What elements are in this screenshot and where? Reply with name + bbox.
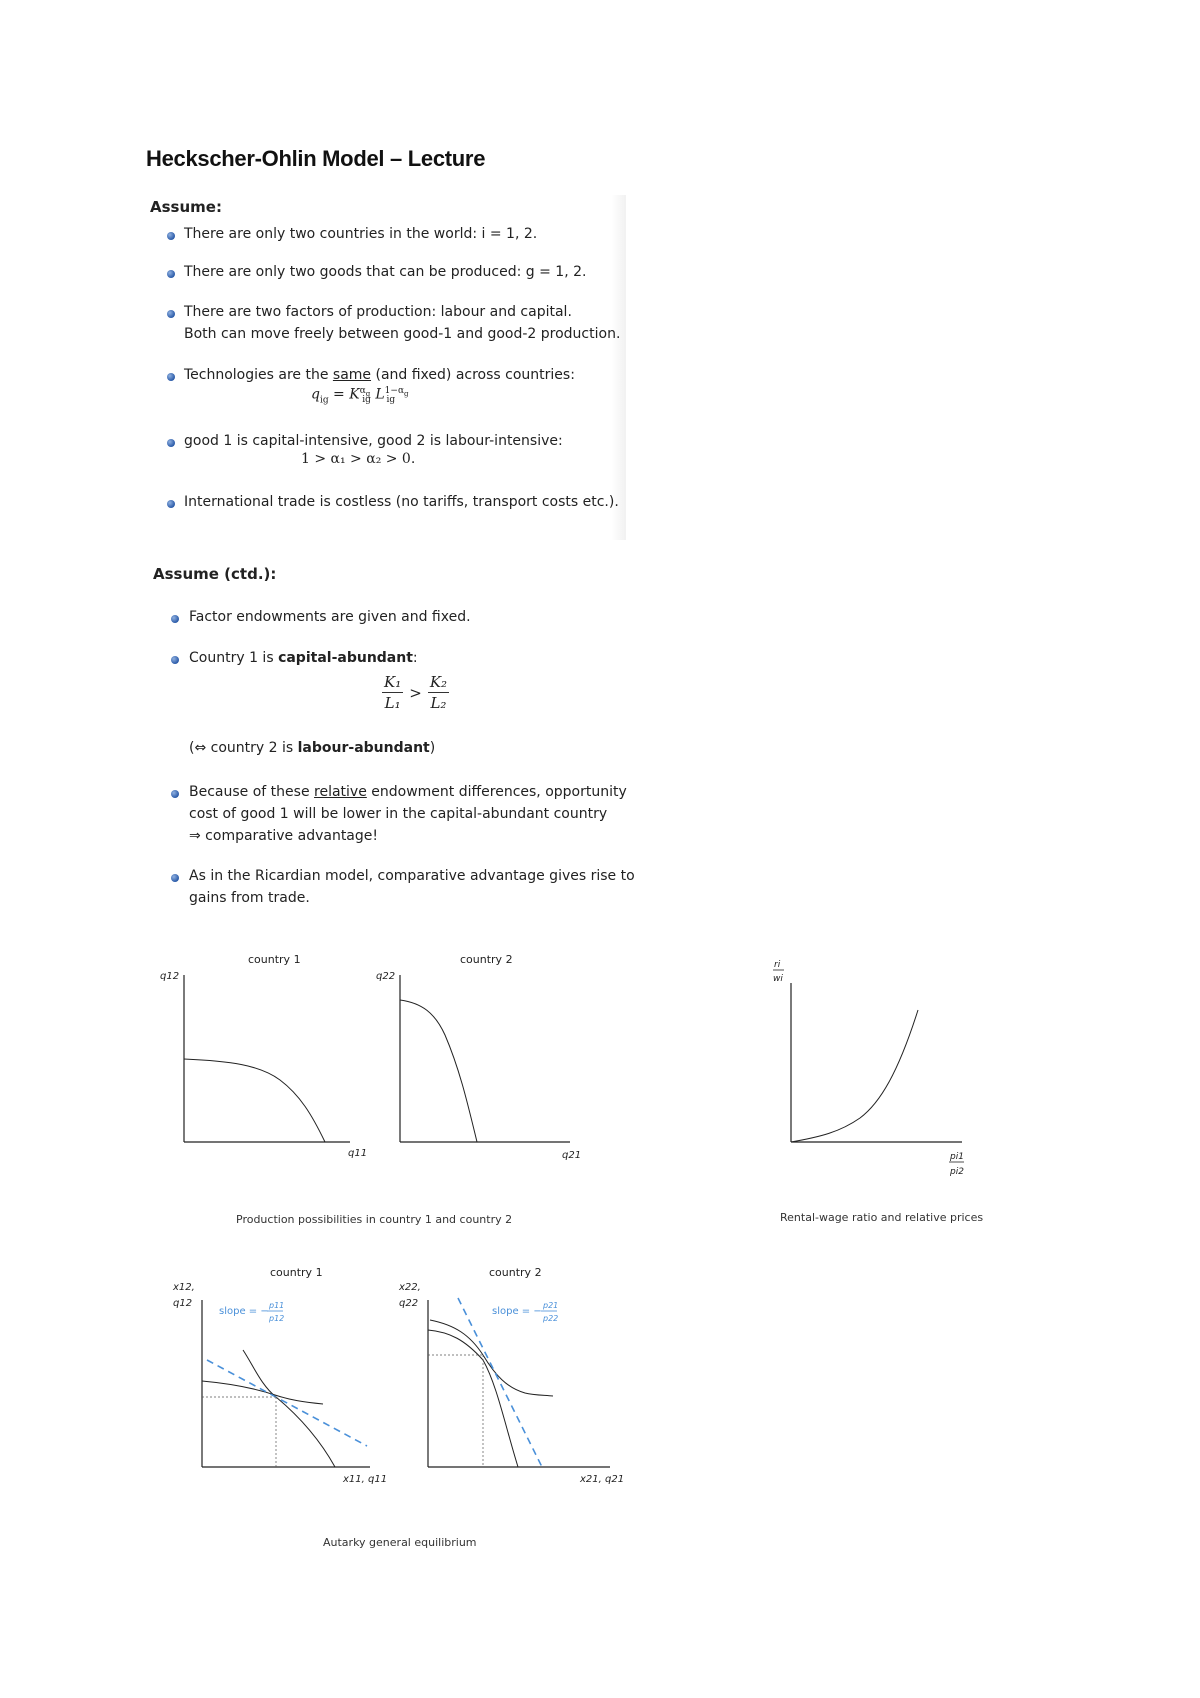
bullet-gains-from-trade: As in the Ricardian model, comparative advantage gives rise to gains from trade. xyxy=(189,868,635,906)
ppf-c2-ylabel: q22 xyxy=(376,971,396,982)
alpha-inequality: 1 > α₁ > α₂ > 0. xyxy=(301,451,416,467)
autarky-figure xyxy=(165,1260,635,1560)
autarky-c1-ylabel-top: x12, xyxy=(173,1282,195,1293)
ppf-figure xyxy=(150,945,610,1235)
ppf-c2-xlabel: q21 xyxy=(562,1150,582,1161)
autarky-c1-price-line xyxy=(207,1360,367,1446)
bullet-endowments: Factor endowments are given and fixed. xyxy=(189,609,471,625)
autarky-c1-slope-num: p11 xyxy=(269,1301,285,1310)
autarky-c2-ylabel-top: x22, xyxy=(399,1282,421,1293)
bullet-capital-abundant: Country 1 is capital-abundant: xyxy=(189,650,418,666)
endowment-ratio-formula: $\frac{\text{K₁}}{\text{L₁}}$ > $\frac{\text{K₂}}{\text{L₂}}$ xyxy=(384,673,448,712)
bullet-icon xyxy=(171,874,179,882)
bullet-goods: There are only two goods that can be produced: g = 1, 2. xyxy=(184,264,587,280)
ppf-c1-ylabel: q12 xyxy=(160,971,180,982)
bullet-factors: There are two factors of production: labour and capital. Both can move freely between good-1 and good-2 production. xyxy=(184,304,621,342)
bullet-icon xyxy=(167,373,175,381)
autarky-c2-ylabel-bottom: q22 xyxy=(399,1298,419,1309)
bullet-icon xyxy=(171,615,179,623)
autarky-country2-title: country 2 xyxy=(489,1266,542,1279)
slide-heading: Assume (ctd.): xyxy=(153,565,277,583)
autarky-c2-slope-den: p22 xyxy=(543,1314,559,1323)
autarky-c2-price-line xyxy=(458,1298,542,1467)
autarky-c2-indifference-curve xyxy=(430,1320,553,1396)
labour-abundant-note: (⇔ country 2 is labour-abundant) xyxy=(189,740,436,756)
ppf-country2-title: country 2 xyxy=(460,953,513,966)
ppf-country1-title: country 1 xyxy=(248,953,301,966)
ppf-c2-curve xyxy=(400,1000,477,1142)
autarky-c2-xlabel: x21, q21 xyxy=(580,1474,625,1485)
bullet-countries: There are only two countries in the world: i = 1, 2. xyxy=(184,226,538,242)
bullet-icon xyxy=(167,500,175,508)
autarky-c2-ppf xyxy=(428,1330,518,1467)
rental-wage-figure xyxy=(770,955,990,1235)
slide-heading: Assume: xyxy=(150,198,222,216)
autarky-caption: Autarky general equilibrium xyxy=(323,1536,477,1549)
bullet-intensity: good 1 is capital-intensive, good 2 is labour-intensive: xyxy=(184,433,563,449)
autarky-c1-indifference-curve xyxy=(202,1381,323,1404)
bullet-technologies: Technologies are the same (and fixed) across countries: xyxy=(184,367,575,383)
autarky-c1-ppf xyxy=(243,1350,335,1467)
rental-curve xyxy=(791,1010,918,1142)
autarky-c1-slope-label: slope = − xyxy=(219,1306,269,1317)
rental-xlabel-num: pi1 xyxy=(950,1152,964,1162)
autarky-c1-slope-den: p12 xyxy=(269,1314,285,1323)
assumptions-ctd-slide xyxy=(146,560,646,920)
ppf-c1-xlabel: q11 xyxy=(348,1148,368,1159)
rental-caption: Rental-wage ratio and relative prices xyxy=(780,1211,984,1224)
bullet-icon xyxy=(167,439,175,447)
autarky-country1-title: country 1 xyxy=(270,1266,323,1279)
rental-xlabel-den: pi2 xyxy=(950,1167,964,1177)
bullet-trade: International trade is costless (no tariffs, transport costs etc.). xyxy=(184,494,619,510)
technology-formula: $q_{ig} = K^{\alpha_g}_{ig}$ $L^{1-\alpha_g}_{ig}$ xyxy=(311,386,409,406)
bullet-icon xyxy=(167,270,175,278)
bullet-icon xyxy=(167,232,175,240)
ppf-c1-curve xyxy=(184,1059,325,1142)
ppf-caption: Production possibilities in country 1 and country 2 xyxy=(236,1213,513,1226)
page-title: Heckscher-Ohlin Model – Lecture xyxy=(146,146,486,171)
bullet-icon xyxy=(167,310,175,318)
autarky-c1-ylabel-bottom: q12 xyxy=(173,1298,193,1309)
autarky-c1-xlabel: x11, q11 xyxy=(343,1474,388,1485)
bullet-icon xyxy=(171,656,179,664)
rental-ylabel-num: ri xyxy=(774,960,781,970)
assumptions-slide xyxy=(146,195,626,540)
autarky-c2-slope-label: slope = − xyxy=(492,1306,542,1317)
autarky-c2-slope-num: p21 xyxy=(543,1301,559,1310)
rental-ylabel-den: wi xyxy=(773,974,783,984)
bullet-relative-endowment: Because of these relative endowment differences, opportunity cost of good 1 will be lower in the capital-abundant country ⇒ comparative advantage! xyxy=(189,784,627,844)
bullet-icon xyxy=(171,790,179,798)
